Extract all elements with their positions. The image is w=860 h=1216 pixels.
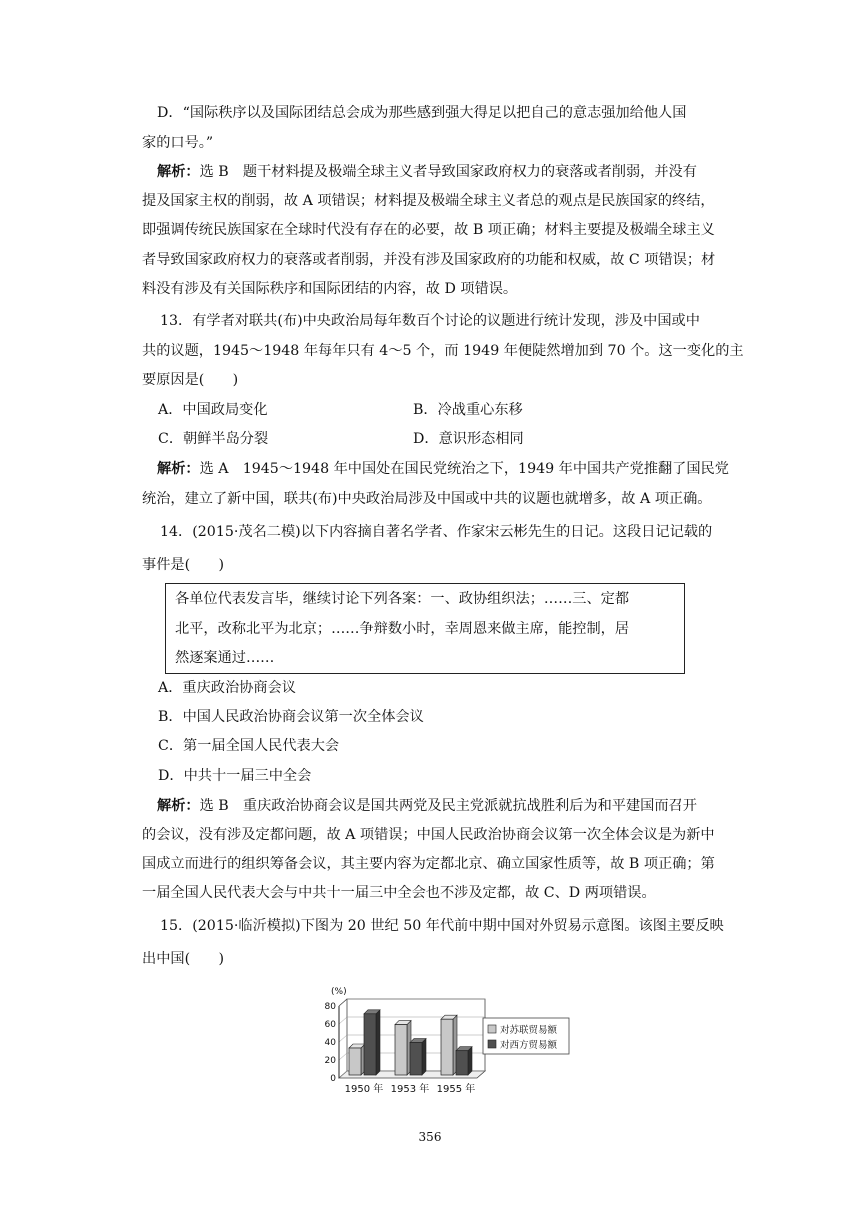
question-15-source: 临沂模拟 bbox=[238, 918, 296, 934]
question-13-line-2: 共的议题，1945～1948 年每年只有 4～5 个，而 1949 年便陡然增加到 70 个。这一变化的主 bbox=[142, 343, 744, 359]
analysis-tag: 解析： bbox=[157, 461, 200, 477]
page-number: 356 bbox=[418, 1130, 442, 1144]
bar-side bbox=[376, 1010, 380, 1075]
bar bbox=[456, 1051, 468, 1075]
bar bbox=[441, 1019, 453, 1075]
answer-14-line-2: 的会议，没有涉及定都问题，故 A 项错误；中国人民政治协商会议第一次全体会议是为新中 bbox=[142, 827, 715, 843]
bar-side bbox=[422, 1039, 426, 1075]
analysis-tag: 解析： bbox=[157, 164, 200, 180]
legend-swatch bbox=[488, 1040, 496, 1048]
legend-label: 对苏联贸易额 bbox=[500, 1025, 558, 1036]
answer-12-line-3: 即强调传统民族国家在全球时代没有存在的必要，故 B 项正确；材料主要提及极端全球主义 bbox=[142, 222, 715, 238]
option-13-d: D．意识形态相同 bbox=[413, 431, 524, 447]
question-14-line-2: 事件是( ) bbox=[142, 557, 225, 573]
y-tick-label: 0 bbox=[330, 1074, 336, 1084]
option-d-q12: D．“国际秩序以及国际团结总会成为那些感到强大得足以把自己的意志强加给他人国 bbox=[157, 105, 687, 121]
question-14-source: 茂名二模 bbox=[238, 524, 296, 540]
quote-line-2: 北平，改称北平为北京；……争辩数小时，幸周恩来做主席，能控制，居 bbox=[175, 621, 630, 637]
bar bbox=[395, 1025, 407, 1075]
answer-12-line-4: 者导致国家政府权力的衰落或者削弱，并没有涉及国家政府的功能和权威，故 C 项错误；材 bbox=[142, 252, 716, 268]
y-tick-label: 80 bbox=[324, 1002, 336, 1012]
analysis-tag: 解析： bbox=[157, 798, 200, 814]
option-13-a: A．中国政局变化 bbox=[158, 402, 268, 418]
question-14-text: )以下内容摘自著名学者、作家宋云彬先生的日记。这段日记记载的 bbox=[295, 524, 713, 540]
gridline-side bbox=[339, 1017, 347, 1024]
gridline-side bbox=[339, 1035, 347, 1042]
bar bbox=[349, 1048, 361, 1075]
answer-14-text-1: 选 B 重庆政治协商会议是国共两党及民主党派就抗战胜利后为和平建国而召开 bbox=[199, 798, 697, 814]
answer-13-line-2: 统治，建立了新中国，联共(布)中央政治局涉及中国或中共的议题也就增多，故 A 项正确。 bbox=[142, 491, 712, 507]
question-13-line-1: 13．有学者对联共(布)中央政治局每年数百个讨论的议题进行统计发现，涉及中国或中 bbox=[160, 313, 700, 329]
question-13-line-3: 要原因是( ) bbox=[142, 372, 239, 388]
option-14-c: C．第一届全国人民代表大会 bbox=[158, 738, 340, 754]
question-15-line-1 bbox=[160, 916, 724, 936]
quote-line-1: 各单位代表发言毕，继续讨论下列各案：一、政协组织法；……三、定都 bbox=[175, 591, 630, 607]
y-tick-label: 60 bbox=[324, 1020, 336, 1030]
diary-quote-box bbox=[165, 583, 685, 674]
answer-12-line-1 bbox=[157, 162, 697, 182]
answer-14-line-4: 一届全国人民代表大会与中共十一届三中全会也不涉及定都，故 C、D 两项错误。 bbox=[142, 885, 656, 901]
legend-swatch bbox=[488, 1025, 496, 1033]
y-tick-label: 20 bbox=[324, 1056, 336, 1066]
question-14-line-1 bbox=[160, 522, 712, 542]
bar bbox=[364, 1014, 376, 1075]
question-15-prefix: 15．(2015· bbox=[160, 918, 239, 934]
y-tick-label: 40 bbox=[324, 1038, 336, 1048]
bar bbox=[410, 1043, 422, 1075]
gridline-side bbox=[339, 1053, 347, 1060]
trade-bar-chart bbox=[315, 984, 575, 1096]
quote-line-3: 然逐案通过…… bbox=[175, 650, 275, 666]
x-tick-label: 1950 年 bbox=[344, 1084, 384, 1095]
option-13-b: B．冷战重心东移 bbox=[413, 402, 523, 418]
y-axis-top bbox=[339, 999, 347, 1006]
bar-side bbox=[468, 1047, 472, 1075]
answer-13-text-1: 选 A 1945～1948 年中国处在国民党统治之下，1949 年中国共产党推翻了国民党 bbox=[199, 461, 729, 477]
answer-12-text-1: 选 B 题干材料提及极端全球主义者导致国家政府权力的衰落或者削弱，并没有 bbox=[199, 164, 697, 180]
question-15-line-2: 出中国( ) bbox=[142, 951, 225, 967]
question-15-text: )下图为 20 世纪 50 年代前中期中国对外贸易示意图。该图主要反映 bbox=[295, 918, 724, 934]
option-14-a: A．重庆政治协商会议 bbox=[158, 680, 296, 696]
option-d-q12-cont: 家的口号。” bbox=[142, 135, 214, 151]
option-14-d: D．中共十一届三中全会 bbox=[158, 768, 312, 784]
x-tick-label: 1953 年 bbox=[390, 1084, 430, 1095]
answer-14-line-3: 国成立而进行的组织筹备会议，其主要内容为定都北京、确立国家性质等，故 B 项正确；第 bbox=[142, 856, 715, 872]
answer-12-line-5: 料没有涉及有关国际秩序和国际团结的内容，故 D 项错误。 bbox=[142, 281, 518, 297]
question-14-prefix: 14．(2015· bbox=[160, 524, 239, 540]
legend-label: 对西方贸易额 bbox=[500, 1040, 558, 1051]
answer-12-line-2: 提及国家主权的削弱，故 A 项错误；材料提及极端全球主义者总的观点是民族国家的终结， bbox=[142, 193, 715, 209]
answer-13-line-1 bbox=[157, 459, 729, 479]
y-axis-label: (%) bbox=[331, 987, 347, 997]
option-14-b: B．中国人民政治协商会议第一次全体会议 bbox=[158, 709, 424, 725]
option-13-c: C．朝鲜半岛分裂 bbox=[158, 431, 269, 447]
x-tick-label: 1955 年 bbox=[436, 1084, 476, 1095]
answer-14-line-1 bbox=[157, 796, 697, 816]
